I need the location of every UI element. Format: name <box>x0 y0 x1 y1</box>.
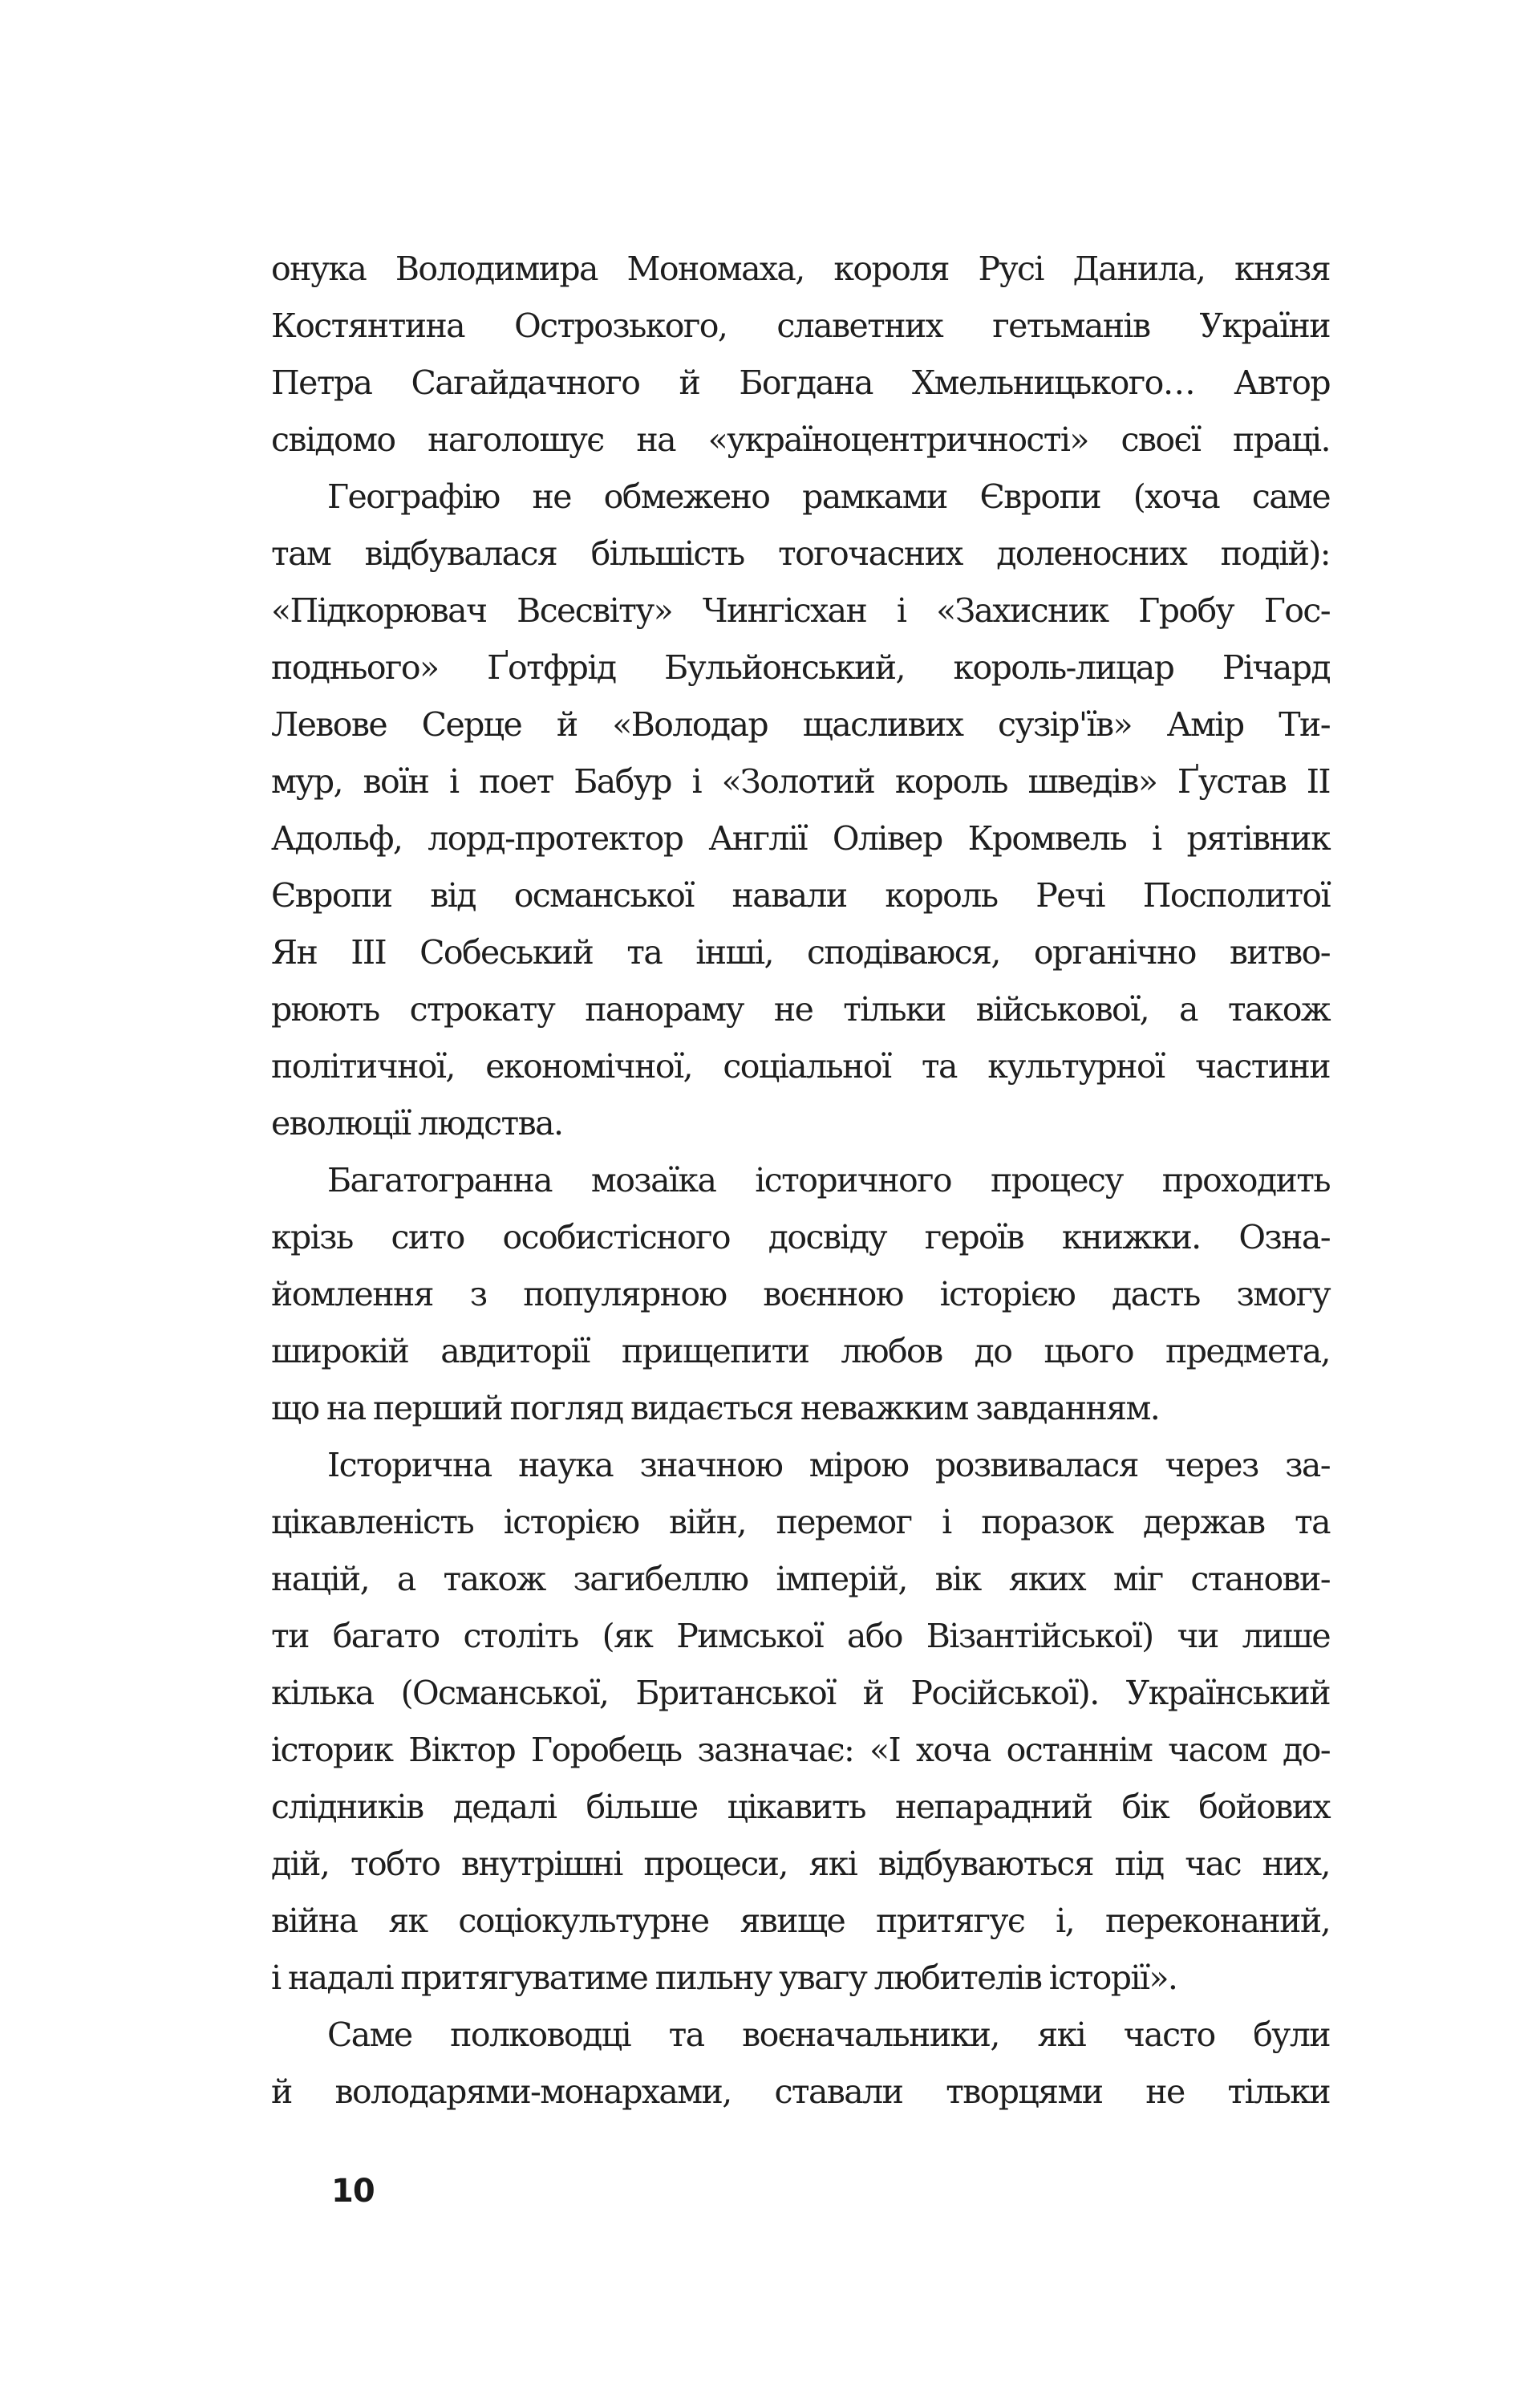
text-line: мур, воїн і поет Бабур і «Золотий король шведів» Ґустав II <box>271 762 1330 801</box>
paragraph <box>271 1437 1330 2007</box>
text-line: Європи від османської навали король Речі Посполитої <box>271 876 1330 915</box>
text-line: ти багато століть (як Римської або Візантійської) чи лише <box>271 1617 1330 1655</box>
text-line: «Підкорювач Всесвіту» Чингісхан і «Захисник Гробу Гос- <box>271 591 1330 630</box>
paragraph <box>271 2007 1330 2121</box>
text-line: Багатогранна мозаїка історичного процесу проходить <box>327 1161 1330 1200</box>
text-line: Левове Серце й «Володар щасливих сузір'їв» Амір Ти- <box>271 705 1330 744</box>
text-line: і надалі притягуватиме пильну увагу любителів історії». <box>271 1959 1177 1997</box>
text-line: цікавленість історією війн, перемог і поразок держав та <box>271 1503 1330 1541</box>
text-line: що на перший погляд видається неважким завданням. <box>271 1389 1160 1427</box>
text-line: кілька (Османської, Британської й Російської). Український <box>271 1674 1330 1712</box>
text-line: свідомо наголошує на «україноцентричності» своєї праці. <box>271 420 1330 459</box>
text-line: війна як соціокультурне явище притягує і, переконаний, <box>271 1902 1330 1940</box>
paragraph <box>271 469 1330 1152</box>
text-line: Петра Сагайдачного й Богдана Хмельницького… Автор <box>271 363 1330 402</box>
text-line: онука Володимира Мономаха, короля Русі Данила, князя <box>271 250 1330 288</box>
text-line: політичної, економічної, соціальної та культурної частини <box>271 1047 1330 1086</box>
page-number: 10 <box>331 2173 375 2210</box>
paragraph <box>271 241 1330 469</box>
text-line: слідників дедалі більше цікавить непарадний бік бойових <box>271 1788 1330 1826</box>
text-line: Історична наука значною мірою розвивалася через за- <box>327 1446 1330 1484</box>
text-line: рюють строкату панораму не тільки військової, а також <box>271 990 1330 1029</box>
text-line: й володарями-монархами, ставали творцями не тільки <box>271 2072 1330 2111</box>
text-line: Саме полководці та воєначальники, які часто були <box>327 2015 1330 2054</box>
text-line: Адольф, лорд-протектор Англії Олівер Кромвель і рятівник <box>271 819 1330 858</box>
text-line: історик Віктор Горобець зазначає: «І хоча останнім часом до- <box>271 1731 1330 1769</box>
text-line: там відбувалася більшість тогочасних доленосних подій): <box>271 534 1330 573</box>
text-line: Ян III Собеський та інші, сподіваюся, органічно витво- <box>271 933 1330 972</box>
text-line: поднього» Ґотфрід Бульйонський, король-лицар Річард <box>271 648 1330 687</box>
text-line: широкій авдиторії прищепити любов до цього предмета, <box>271 1332 1330 1370</box>
text-line: еволюції людства. <box>271 1104 563 1143</box>
text-line: Географію не обмежено рамками Європи (хоча саме <box>327 477 1330 516</box>
text-line: йомлення з популярною воєнною історією дасть змогу <box>271 1275 1330 1313</box>
text-line: націй, а також загибеллю імперій, вік яких міг станови- <box>271 1560 1330 1598</box>
paragraph <box>271 1152 1330 1437</box>
text-line: крізь сито особистісного досвіду героїв книжки. Озна- <box>271 1218 1330 1256</box>
text-line: Костянтина Острозького, славетних гетьманів України <box>271 306 1330 345</box>
text-line: дій, тобто внутрішні процеси, які відбуваються під час них, <box>271 1845 1330 1883</box>
body-text <box>271 241 1330 2121</box>
